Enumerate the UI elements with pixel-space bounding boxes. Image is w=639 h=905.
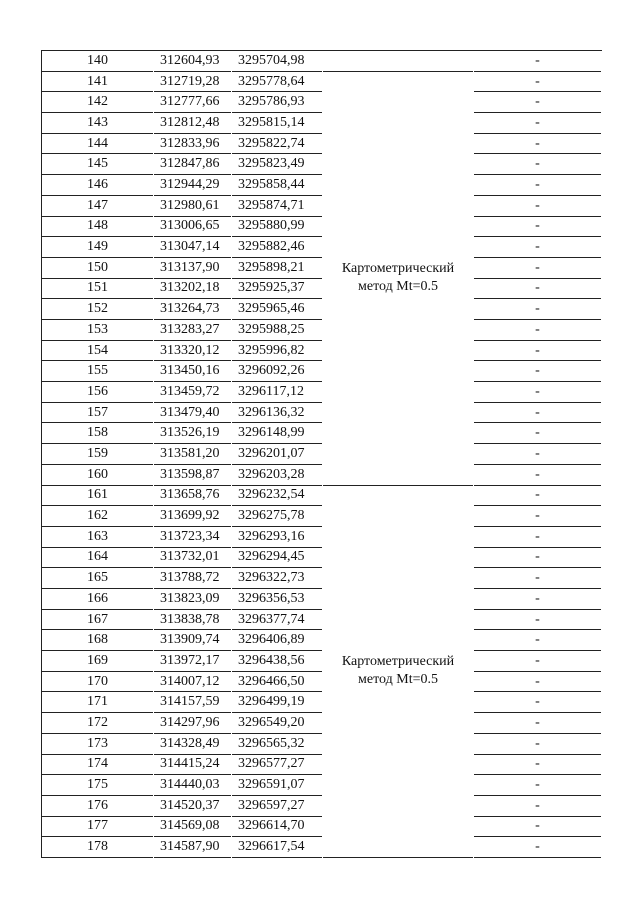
y-coordinate-cell: 3296591,07 (232, 775, 322, 796)
note-dash-cell: - (474, 92, 601, 113)
x-coordinate-cell: 313047,14 (154, 237, 231, 258)
point-number-cell: 166 (42, 589, 153, 610)
note-dash-cell: - (474, 154, 601, 175)
note-dash-cell: - (474, 486, 601, 507)
y-coordinate-cell: 3296275,78 (232, 506, 322, 527)
point-number-cell: 170 (42, 672, 153, 693)
y-coordinate-cell: 3296117,12 (232, 382, 322, 403)
note-dash-cell: - (474, 568, 601, 589)
y-coordinate-cell: 3296466,50 (232, 672, 322, 693)
point-number-cell: 175 (42, 775, 153, 796)
x-coordinate-cell: 312980,61 (154, 196, 231, 217)
x-coordinate-cell: 313202,18 (154, 279, 231, 300)
note-dash-cell: - (474, 279, 601, 300)
x-coordinate-cell: 313658,76 (154, 486, 231, 507)
point-number-cell: 157 (42, 403, 153, 424)
point-number-cell: 145 (42, 154, 153, 175)
y-coordinate-cell: 3296201,07 (232, 444, 322, 465)
point-number-cell: 168 (42, 630, 153, 651)
method-cell: Картометрический метод Mt=0.5 (323, 486, 473, 858)
y-coordinate-cell: 3296148,99 (232, 423, 322, 444)
point-number-cell: 141 (42, 72, 153, 93)
y-coordinate-cell: 3296499,19 (232, 692, 322, 713)
y-coordinate-cell: 3296549,20 (232, 713, 322, 734)
y-coordinate-cell: 3296565,32 (232, 734, 322, 755)
note-dash-cell: - (474, 175, 601, 196)
note-dash-cell: - (474, 51, 601, 72)
x-coordinate-cell: 314587,90 (154, 837, 231, 858)
y-coordinate-cell: 3295988,25 (232, 320, 322, 341)
point-number-cell: 158 (42, 423, 153, 444)
point-number-cell: 177 (42, 817, 153, 838)
y-coordinate-cell: 3296438,56 (232, 651, 322, 672)
note-dash-cell: - (474, 217, 601, 238)
point-number-cell: 176 (42, 796, 153, 817)
y-coordinate-cell: 3296092,26 (232, 361, 322, 382)
x-coordinate-cell: 314415,24 (154, 755, 231, 776)
point-number-cell: 161 (42, 486, 153, 507)
x-coordinate-cell: 313450,16 (154, 361, 231, 382)
point-number-cell: 150 (42, 258, 153, 279)
y-coordinate-cell: 3296597,27 (232, 796, 322, 817)
note-dash-cell: - (474, 713, 601, 734)
note-dash-cell: - (474, 444, 601, 465)
note-dash-cell: - (474, 610, 601, 631)
point-number-cell: 146 (42, 175, 153, 196)
point-number-cell: 152 (42, 299, 153, 320)
coordinates-table (41, 50, 602, 858)
point-number-cell: 173 (42, 734, 153, 755)
x-coordinate-cell: 313283,27 (154, 320, 231, 341)
x-coordinate-cell: 314569,08 (154, 817, 231, 838)
y-coordinate-cell: 3295898,21 (232, 258, 322, 279)
point-number-cell: 178 (42, 837, 153, 858)
y-coordinate-cell: 3295823,49 (232, 154, 322, 175)
note-dash-cell: - (474, 237, 601, 258)
y-coordinate-cell: 3295882,46 (232, 237, 322, 258)
note-dash-cell: - (474, 630, 601, 651)
y-coordinate-cell: 3296293,16 (232, 527, 322, 548)
y-coordinate-cell: 3295880,99 (232, 217, 322, 238)
note-dash-cell: - (474, 361, 601, 382)
y-coordinate-cell: 3295778,64 (232, 72, 322, 93)
note-dash-cell: - (474, 775, 601, 796)
point-number-cell: 140 (42, 51, 153, 72)
note-dash-cell: - (474, 692, 601, 713)
x-coordinate-cell: 313320,12 (154, 341, 231, 362)
x-coordinate-cell: 312944,29 (154, 175, 231, 196)
x-coordinate-cell: 313838,78 (154, 610, 231, 631)
note-dash-cell: - (474, 589, 601, 610)
y-coordinate-cell: 3295996,82 (232, 341, 322, 362)
x-coordinate-cell: 313788,72 (154, 568, 231, 589)
point-number-cell: 172 (42, 713, 153, 734)
x-coordinate-cell: 314440,03 (154, 775, 231, 796)
note-dash-cell: - (474, 113, 601, 134)
y-coordinate-cell: 3296203,28 (232, 465, 322, 486)
y-coordinate-cell: 3296356,53 (232, 589, 322, 610)
point-number-cell: 165 (42, 568, 153, 589)
note-dash-cell: - (474, 341, 601, 362)
x-coordinate-cell: 313459,72 (154, 382, 231, 403)
note-dash-cell: - (474, 837, 601, 858)
y-coordinate-cell: 3296136,32 (232, 403, 322, 424)
note-dash-cell: - (474, 423, 601, 444)
x-coordinate-cell: 313732,01 (154, 548, 231, 569)
point-number-cell: 142 (42, 92, 153, 113)
note-dash-cell: - (474, 382, 601, 403)
x-coordinate-cell: 313264,73 (154, 299, 231, 320)
y-coordinate-cell: 3295815,14 (232, 113, 322, 134)
point-number-cell: 154 (42, 341, 153, 362)
note-dash-cell: - (474, 755, 601, 776)
note-dash-cell: - (474, 734, 601, 755)
y-coordinate-cell: 3296577,27 (232, 755, 322, 776)
note-dash-cell: - (474, 506, 601, 527)
x-coordinate-cell: 313479,40 (154, 403, 231, 424)
x-coordinate-cell: 312812,48 (154, 113, 231, 134)
point-number-cell: 174 (42, 755, 153, 776)
y-coordinate-cell: 3296232,54 (232, 486, 322, 507)
note-dash-cell: - (474, 527, 601, 548)
method-cell: Картометрический метод Mt=0.5 (323, 72, 473, 486)
note-dash-cell: - (474, 465, 601, 486)
x-coordinate-cell: 313598,87 (154, 465, 231, 486)
x-coordinate-cell: 312833,96 (154, 134, 231, 155)
note-dash-cell: - (474, 651, 601, 672)
point-number-cell: 164 (42, 548, 153, 569)
point-number-cell: 153 (42, 320, 153, 341)
note-dash-cell: - (474, 72, 601, 93)
x-coordinate-cell: 313137,90 (154, 258, 231, 279)
x-coordinate-cell: 313006,65 (154, 217, 231, 238)
note-dash-cell: - (474, 796, 601, 817)
point-number-cell: 147 (42, 196, 153, 217)
point-number-cell: 155 (42, 361, 153, 382)
note-dash-cell: - (474, 548, 601, 569)
x-coordinate-cell: 313909,74 (154, 630, 231, 651)
point-number-cell: 169 (42, 651, 153, 672)
point-number-cell: 149 (42, 237, 153, 258)
note-dash-cell: - (474, 672, 601, 693)
y-coordinate-cell: 3295786,93 (232, 92, 322, 113)
y-coordinate-cell: 3295965,46 (232, 299, 322, 320)
point-number-cell: 156 (42, 382, 153, 403)
point-number-cell: 151 (42, 279, 153, 300)
x-coordinate-cell: 314328,49 (154, 734, 231, 755)
x-coordinate-cell: 312777,66 (154, 92, 231, 113)
y-coordinate-cell: 3296614,70 (232, 817, 322, 838)
x-coordinate-cell: 313972,17 (154, 651, 231, 672)
note-dash-cell: - (474, 403, 601, 424)
x-coordinate-cell: 313526,19 (154, 423, 231, 444)
point-number-cell: 159 (42, 444, 153, 465)
y-coordinate-cell: 3296322,73 (232, 568, 322, 589)
point-number-cell: 148 (42, 217, 153, 238)
x-coordinate-cell: 314007,12 (154, 672, 231, 693)
x-coordinate-cell: 314520,37 (154, 796, 231, 817)
x-coordinate-cell: 312847,86 (154, 154, 231, 175)
note-dash-cell: - (474, 817, 601, 838)
x-coordinate-cell: 313823,09 (154, 589, 231, 610)
x-coordinate-cell: 312719,28 (154, 72, 231, 93)
point-number-cell: 171 (42, 692, 153, 713)
note-dash-cell: - (474, 299, 601, 320)
y-coordinate-cell: 3295822,74 (232, 134, 322, 155)
y-coordinate-cell: 3296617,54 (232, 837, 322, 858)
note-dash-cell: - (474, 134, 601, 155)
x-coordinate-cell: 313699,92 (154, 506, 231, 527)
y-coordinate-cell: 3295858,44 (232, 175, 322, 196)
x-coordinate-cell: 314297,96 (154, 713, 231, 734)
point-number-cell: 162 (42, 506, 153, 527)
point-number-cell: 160 (42, 465, 153, 486)
y-coordinate-cell: 3295704,98 (232, 51, 322, 72)
x-coordinate-cell: 313723,34 (154, 527, 231, 548)
note-dash-cell: - (474, 258, 601, 279)
point-number-cell: 167 (42, 610, 153, 631)
x-coordinate-cell: 314157,59 (154, 692, 231, 713)
y-coordinate-cell: 3296406,89 (232, 630, 322, 651)
note-dash-cell: - (474, 196, 601, 217)
point-number-cell: 163 (42, 527, 153, 548)
y-coordinate-cell: 3296377,74 (232, 610, 322, 631)
point-number-cell: 143 (42, 113, 153, 134)
y-coordinate-cell: 3295925,37 (232, 279, 322, 300)
y-coordinate-cell: 3296294,45 (232, 548, 322, 569)
x-coordinate-cell: 313581,20 (154, 444, 231, 465)
x-coordinate-cell: 312604,93 (154, 51, 231, 72)
y-coordinate-cell: 3295874,71 (232, 196, 322, 217)
note-dash-cell: - (474, 320, 601, 341)
method-cell (323, 51, 473, 72)
point-number-cell: 144 (42, 134, 153, 155)
